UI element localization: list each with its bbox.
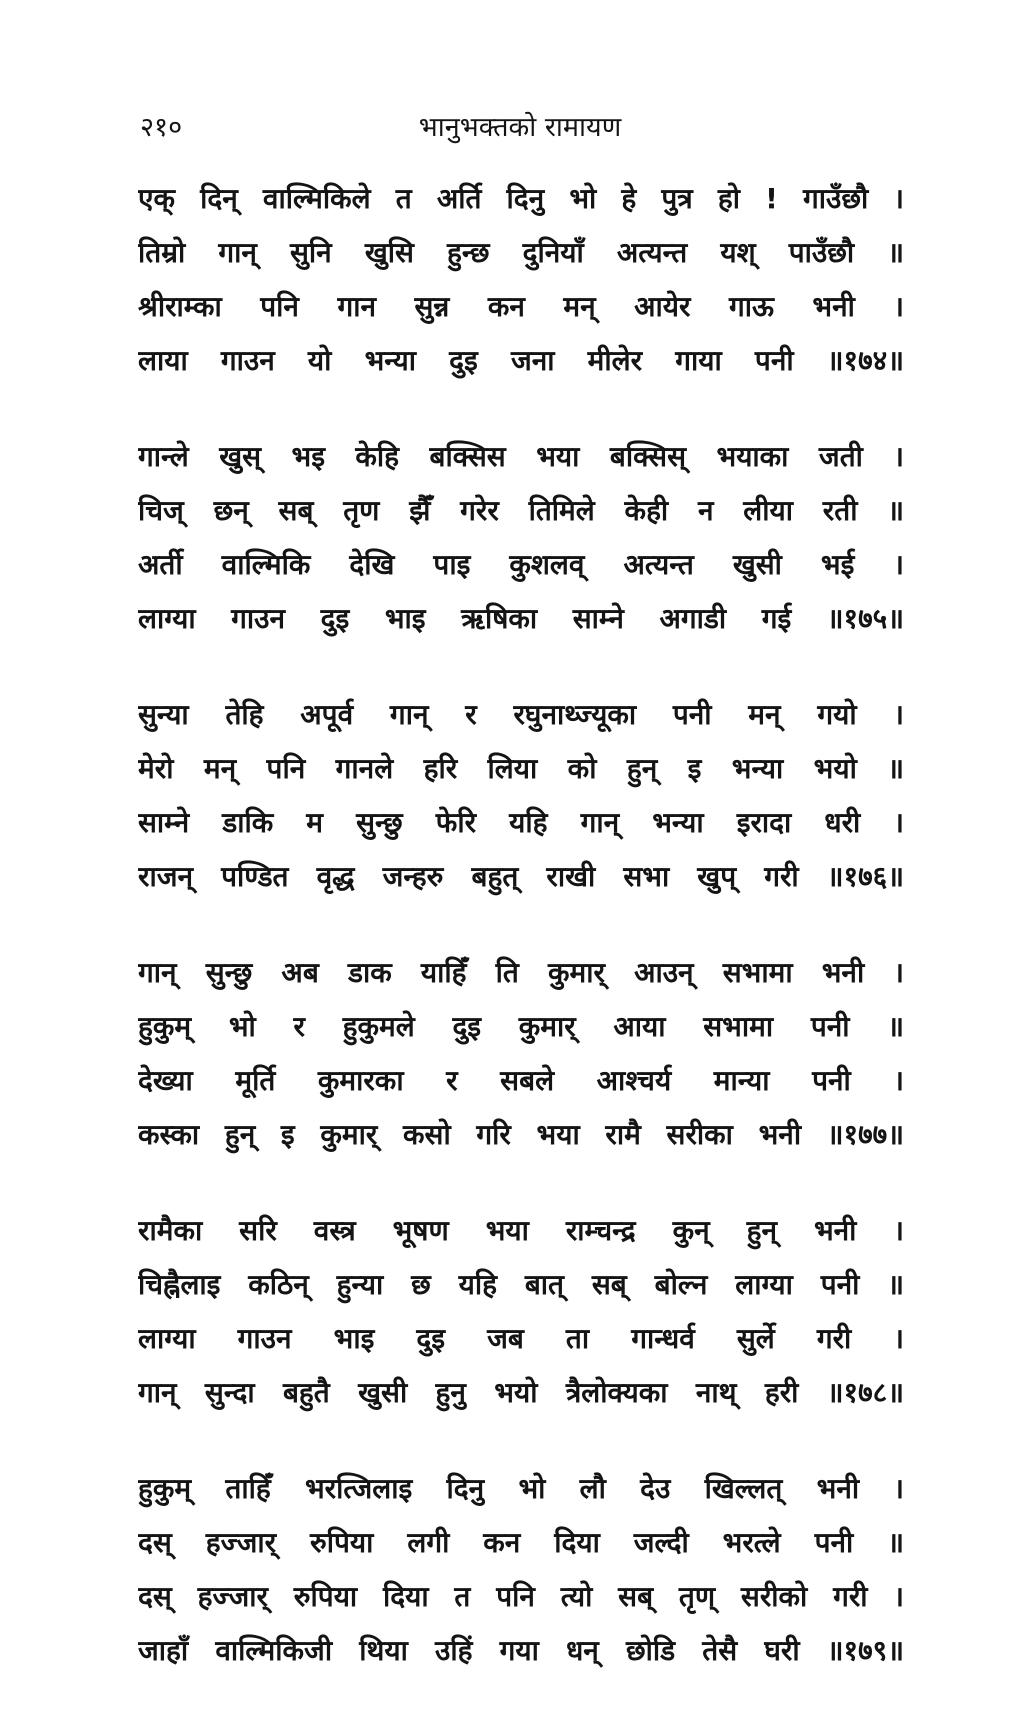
verse-line: साम्ने डाकि म सुन्छु फेरि यहि गान् भन्या इरादा धरी । xyxy=(138,806,904,839)
verse-line: श्रीराम्का पनि गान सुन्न कन मन् आयेर गाऊ भनी । xyxy=(138,290,904,323)
verse-line: दस् हज्जार् रुपिया लगी कन दिया जल्दी भरत्ले पनी ॥ xyxy=(138,1526,904,1559)
verse-line: चिज् छन् सब् तृण झैँ गरेर तिमिले केही न लीया रती ॥ xyxy=(138,494,904,527)
verse-line: अर्ती वाल्मिकि देखि पाइ कुशलव् अत्यन्त खुसी भई । xyxy=(138,548,904,581)
verse-line: गान् सुन्दा बहुतै खुसी हुनु भयो त्रैलोक्यका नाथ् हरी ॥१७८॥ xyxy=(138,1376,904,1409)
stanza xyxy=(138,1462,904,1678)
verse-line: हुकुम् भो र हुकुमले दुइ कुमार् आया सभामा पनी ॥ xyxy=(138,1010,904,1043)
verse-line: मेरो मन् पनि गानले हरि लिया को हुन् इ भन्या भयो ॥ xyxy=(138,752,904,785)
verse-line: कस्का हुन् इ कुमार् कसो गरि भया रामै सरीका भनी ॥१७७॥ xyxy=(138,1118,904,1151)
verse-line: चिह्नैलाइ कठिन् हुन्या छ यहि बात् सब् बोल्न लाग्या पनी ॥ xyxy=(138,1268,904,1301)
verse-line: लाग्या गाउन दुइ भाइ ऋषिका साम्ने अगाडी गई ॥१७५॥ xyxy=(138,602,904,635)
stanza xyxy=(138,430,904,646)
verse-line: राजन् पण्डित वृद्ध जन्हरु बहुत् राखी सभा खुप् गरी ॥१७६॥ xyxy=(138,860,904,893)
stanza xyxy=(138,688,904,904)
verse-line: सुन्या तेहि अपूर्व गान् र रघुनाथ्ज्यूका पनी मन् गयो । xyxy=(138,698,904,731)
verse-line: लाया गाउन यो भन्या दुइ जना मीलेर गाया पनी ॥१७४॥ xyxy=(138,344,904,377)
verse-line: तिम्रो गान् सुनि खुसि हुन्छ दुनियाँ अत्यन्त यश् पाउँछौ ॥ xyxy=(138,236,904,269)
verse-line: लाग्या गाउन भाइ दुइ जब ता गान्धर्व सुर्ले गरी । xyxy=(138,1322,904,1355)
verse-line: गान् सुन्छु अब डाक याहिँ ति कुमार् आउन् सभामा भनी । xyxy=(138,956,904,989)
verse-line: हुकुम् ताहिँ भरत्जिलाइ दिनु भो लौ देउ खिल्लत् भनी । xyxy=(138,1472,904,1505)
verse-block xyxy=(138,172,904,1720)
verse-line: देख्या मूर्ति कुमारका र सबले आश्चर्य मान्या पनी । xyxy=(138,1064,904,1097)
page-number: २१० xyxy=(140,112,183,143)
verse-line: दस् हज्जार् रुपिया दिया त पनि त्यो सब् तृण् सरीको गरी । xyxy=(138,1580,904,1613)
verse-line: गान्ले खुस् भइ केहि बक्सिस भया बक्सिस् भयाका जती । xyxy=(138,440,904,473)
stanza xyxy=(138,1204,904,1420)
running-title: भानुभक्तको रामायण xyxy=(418,112,622,143)
page-header xyxy=(140,108,900,148)
stanza xyxy=(138,946,904,1162)
verse-line: एक् दिन् वाल्मिकिले त अर्ति दिनु भो हे पुत्र हो ! गाउँछौ । xyxy=(138,182,904,215)
verse-line: जाहाँ वाल्मिकिजी थिया उहिं गया धन् छोडि तेसै घरी ॥१७९॥ xyxy=(138,1634,904,1667)
stanza xyxy=(138,172,904,388)
verse-line: रामैका सरि वस्त्र भूषण भया राम्चन्द्र कुन् हुन् भनी । xyxy=(138,1214,904,1247)
